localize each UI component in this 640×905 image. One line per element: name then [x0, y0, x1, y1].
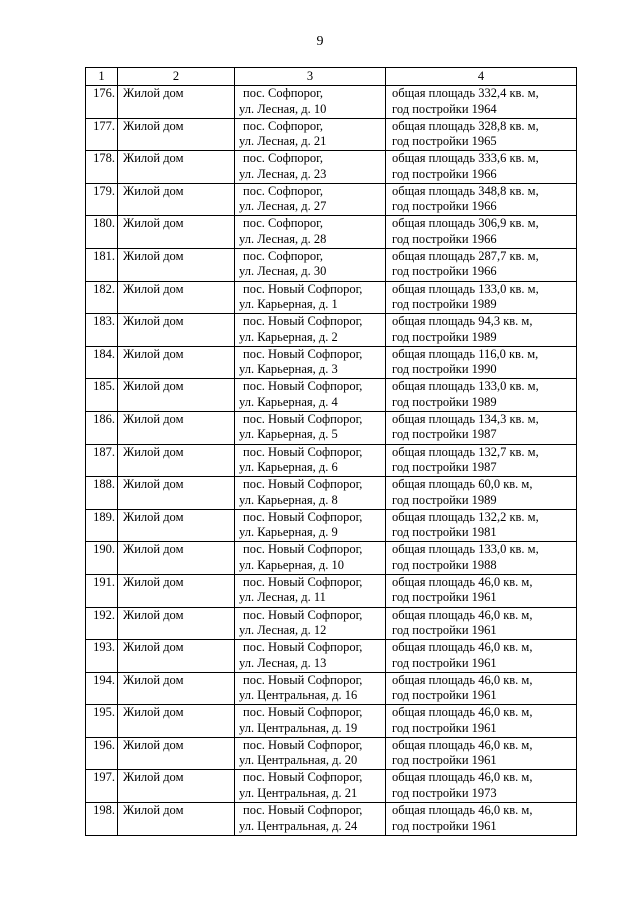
- row-number-cell: [86, 281, 118, 314]
- total-area: общая площадь 116,0 кв. м,: [392, 346, 539, 361]
- construction-year: год постройки 1966: [392, 166, 497, 181]
- row-number: 183.: [93, 314, 115, 329]
- object-type: Жилой дом: [123, 672, 184, 687]
- row-number: 198.: [93, 803, 115, 818]
- construction-year: год постройки 1973: [392, 785, 497, 800]
- address-street: ул. Лесная, д. 12: [239, 623, 327, 637]
- object-type: Жилой дом: [123, 248, 184, 263]
- object-type-cell: [118, 314, 235, 347]
- address-street: ул. Лесная, д. 10: [239, 101, 327, 116]
- address-settlement: пос. Новый Софпорог,: [243, 314, 363, 329]
- characteristics-cell: [386, 411, 577, 444]
- table-row: [86, 509, 577, 542]
- address-street: ул. Центральная, д. 21: [239, 785, 358, 800]
- characteristics-cell: [386, 118, 577, 151]
- address-settlement: пос. Софпорог,: [243, 216, 324, 231]
- object-type: Жилой дом: [123, 705, 184, 720]
- table-row: [86, 151, 577, 184]
- row-number-cell: [86, 640, 118, 673]
- table-row: [86, 574, 577, 607]
- address-cell: [235, 216, 386, 249]
- characteristics-cell: [386, 509, 577, 542]
- construction-year: год постройки 1990: [392, 362, 497, 377]
- address-street: ул. Карьерная, д. 1: [239, 297, 338, 312]
- table-row: [86, 183, 577, 216]
- row-number-cell: [86, 118, 118, 151]
- address-cell: [235, 346, 386, 379]
- object-type-cell: [118, 151, 235, 184]
- total-area: общая площадь 333,6 кв. м,: [392, 151, 539, 166]
- address-cell: [235, 509, 386, 542]
- address-settlement: пос. Новый Софпорог,: [243, 509, 363, 524]
- characteristics-cell: [386, 346, 577, 379]
- object-type: Жилой дом: [123, 346, 184, 361]
- address-cell: [235, 607, 386, 640]
- table-row: [86, 346, 577, 379]
- table-row: [86, 803, 577, 836]
- object-type: Жилой дом: [123, 607, 184, 622]
- address-cell: [235, 803, 386, 836]
- address-cell: [235, 281, 386, 314]
- total-area: общая площадь 132,2 кв. м,: [392, 509, 539, 524]
- object-type-cell: [118, 640, 235, 673]
- row-number: 182.: [93, 281, 115, 296]
- characteristics-cell: [386, 542, 577, 575]
- row-number-cell: [86, 216, 118, 249]
- address-settlement: пос. Новый Софпорог,: [243, 346, 363, 361]
- characteristics-cell: [386, 281, 577, 314]
- row-number: 181.: [93, 248, 115, 263]
- column-header: 3: [235, 68, 386, 86]
- object-type: Жилой дом: [123, 542, 184, 557]
- total-area: общая площадь 328,8 кв. м,: [392, 118, 539, 133]
- row-number-cell: [86, 770, 118, 803]
- row-number: 184.: [93, 346, 115, 361]
- object-type: Жилой дом: [123, 574, 184, 589]
- object-type-cell: [118, 248, 235, 281]
- table-row: [86, 281, 577, 314]
- address-cell: [235, 86, 386, 119]
- address-settlement: пос. Новый Софпорог,: [243, 737, 363, 752]
- object-type: Жилой дом: [123, 151, 184, 166]
- table-row: [86, 314, 577, 347]
- address-settlement: пос. Новый Софпорог,: [243, 607, 363, 622]
- address-street: ул. Центральная, д. 20: [239, 753, 358, 768]
- address-cell: [235, 477, 386, 510]
- address-settlement: пос. Новый Софпорог,: [243, 640, 363, 655]
- object-type: Жилой дом: [123, 444, 184, 459]
- object-type-cell: [118, 803, 235, 836]
- table-row: [86, 248, 577, 281]
- page-number: 9: [316, 34, 324, 49]
- address-cell: [235, 770, 386, 803]
- object-type: Жилой дом: [123, 477, 184, 492]
- address-street: ул. Карьерная, д. 3: [239, 362, 338, 377]
- total-area: общая площадь 60,0 кв. м,: [392, 477, 533, 492]
- total-area: общая площадь 306,9 кв. м,: [392, 216, 539, 231]
- row-number: 191.: [93, 574, 115, 589]
- row-number-cell: [86, 248, 118, 281]
- address-settlement: пос. Новый Софпорог,: [243, 379, 363, 394]
- object-type-cell: [118, 737, 235, 770]
- address-settlement: пос. Новый Софпорог,: [243, 672, 363, 687]
- address-settlement: пос. Софпорог,: [243, 118, 324, 133]
- construction-year: год постройки 1961: [392, 655, 497, 670]
- characteristics-cell: [386, 640, 577, 673]
- object-type: Жилой дом: [123, 86, 184, 100]
- object-type-cell: [118, 672, 235, 705]
- construction-year: год постройки 1988: [392, 557, 497, 572]
- row-number-cell: [86, 411, 118, 444]
- object-type-cell: [118, 216, 235, 249]
- address-street: ул. Лесная, д. 11: [239, 590, 326, 605]
- total-area: общая площадь 46,0 кв. м,: [392, 672, 533, 687]
- address-street: ул. Центральная, д. 16: [239, 688, 358, 703]
- address-cell: [235, 118, 386, 151]
- row-number-cell: [86, 705, 118, 738]
- table-body: [86, 86, 577, 836]
- construction-year: год постройки 1965: [392, 134, 497, 149]
- row-number: 192.: [93, 607, 115, 622]
- table-row: [86, 411, 577, 444]
- object-type: Жилой дом: [123, 379, 184, 394]
- table-header-row: [86, 68, 577, 86]
- address-street: ул. Карьерная, д. 8: [239, 492, 338, 507]
- object-type-cell: [118, 705, 235, 738]
- table-row: [86, 542, 577, 575]
- address-street: ул. Карьерная, д. 9: [239, 525, 338, 540]
- object-type-cell: [118, 509, 235, 542]
- row-number: 186.: [93, 411, 115, 426]
- row-number-cell: [86, 379, 118, 412]
- total-area: общая площадь 46,0 кв. м,: [392, 640, 533, 655]
- address-settlement: пос. Новый Софпорог,: [243, 803, 363, 818]
- total-area: общая площадь 94,3 кв. м,: [392, 314, 533, 329]
- table-row: [86, 640, 577, 673]
- characteristics-cell: [386, 607, 577, 640]
- total-area: общая площадь 287,7 кв. м,: [392, 248, 539, 263]
- object-type: Жилой дом: [123, 509, 184, 524]
- total-area: общая площадь 46,0 кв. м,: [392, 803, 533, 818]
- object-type-cell: [118, 444, 235, 477]
- object-type: Жилой дом: [123, 216, 184, 231]
- address-street: ул. Лесная, д. 21: [239, 134, 327, 149]
- characteristics-cell: [386, 216, 577, 249]
- construction-year: год постройки 1961: [392, 720, 497, 735]
- address-street: ул. Лесная, д. 27: [239, 199, 327, 214]
- object-type-cell: [118, 86, 235, 119]
- address-cell: [235, 672, 386, 705]
- row-number-cell: [86, 477, 118, 510]
- row-number-cell: [86, 672, 118, 705]
- characteristics-cell: [386, 379, 577, 412]
- total-area: общая площадь 133,0 кв. м,: [392, 379, 539, 394]
- row-number-cell: [86, 803, 118, 836]
- object-type-cell: [118, 542, 235, 575]
- total-area: общая площадь 134,3 кв. м,: [392, 411, 539, 426]
- row-number-cell: [86, 86, 118, 119]
- construction-year: год постройки 1981: [392, 525, 497, 540]
- row-number: 178.: [93, 151, 115, 166]
- construction-year: год постройки 1989: [392, 492, 497, 507]
- characteristics-cell: [386, 803, 577, 836]
- address-street: ул. Центральная, д. 19: [239, 720, 358, 735]
- row-number-cell: [86, 346, 118, 379]
- object-type-cell: [118, 411, 235, 444]
- object-type-cell: [118, 574, 235, 607]
- table-row: [86, 118, 577, 151]
- address-cell: [235, 314, 386, 347]
- object-type: Жилой дом: [123, 803, 184, 818]
- row-number-cell: [86, 607, 118, 640]
- address-cell: [235, 151, 386, 184]
- address-settlement: пос. Новый Софпорог,: [243, 542, 363, 557]
- address-street: ул. Лесная, д. 13: [239, 655, 327, 670]
- address-street: ул. Лесная, д. 28: [239, 231, 327, 246]
- address-cell: [235, 411, 386, 444]
- characteristics-cell: [386, 477, 577, 510]
- address-street: ул. Карьерная, д. 6: [239, 460, 338, 475]
- address-settlement: пос. Новый Софпорог,: [243, 281, 363, 296]
- row-number: 194.: [93, 672, 115, 687]
- row-number: 176.: [93, 86, 115, 100]
- table-row: [86, 705, 577, 738]
- object-type: Жилой дом: [123, 411, 184, 426]
- row-number: 179.: [93, 183, 115, 198]
- address-settlement: пос. Новый Софпорог,: [243, 574, 363, 589]
- total-area: общая площадь 46,0 кв. м,: [392, 737, 533, 752]
- address-settlement: пос. Софпорог,: [243, 151, 324, 166]
- object-type-cell: [118, 183, 235, 216]
- column-header: 2: [118, 68, 235, 86]
- construction-year: год постройки 1966: [392, 264, 497, 279]
- table-row: [86, 770, 577, 803]
- row-number-cell: [86, 542, 118, 575]
- address-settlement: пос. Новый Софпорог,: [243, 411, 363, 426]
- row-number: 177.: [93, 118, 115, 133]
- row-number-cell: [86, 183, 118, 216]
- construction-year: год постройки 1961: [392, 688, 497, 703]
- row-number: 180.: [93, 216, 115, 231]
- table-row: [86, 86, 577, 119]
- address-settlement: пос. Новый Софпорог,: [243, 477, 363, 492]
- row-number: 185.: [93, 379, 115, 394]
- table-row: [86, 672, 577, 705]
- row-number: 187.: [93, 444, 115, 459]
- characteristics-cell: [386, 444, 577, 477]
- object-type: Жилой дом: [123, 183, 184, 198]
- characteristics-cell: [386, 248, 577, 281]
- address-settlement: пос. Софпорог,: [243, 86, 324, 100]
- construction-year: год постройки 1961: [392, 818, 497, 833]
- property-table: [85, 67, 577, 836]
- object-type-cell: [118, 346, 235, 379]
- characteristics-cell: [386, 574, 577, 607]
- address-cell: [235, 379, 386, 412]
- address-settlement: пос. Софпорог,: [243, 183, 324, 198]
- address-settlement: пос. Новый Софпорог,: [243, 444, 363, 459]
- column-header: 4: [386, 68, 577, 86]
- characteristics-cell: [386, 183, 577, 216]
- object-type: Жилой дом: [123, 640, 184, 655]
- construction-year: год постройки 1989: [392, 394, 497, 409]
- characteristics-cell: [386, 770, 577, 803]
- total-area: общая площадь 46,0 кв. м,: [392, 574, 533, 589]
- table-row: [86, 216, 577, 249]
- table-row: [86, 379, 577, 412]
- address-cell: [235, 737, 386, 770]
- total-area: общая площадь 133,0 кв. м,: [392, 542, 539, 557]
- table-row: [86, 737, 577, 770]
- characteristics-cell: [386, 86, 577, 119]
- row-number-cell: [86, 444, 118, 477]
- object-type-cell: [118, 607, 235, 640]
- table-row: [86, 607, 577, 640]
- object-type: Жилой дом: [123, 281, 184, 296]
- construction-year: год постройки 1989: [392, 297, 497, 312]
- object-type: Жилой дом: [123, 737, 184, 752]
- address-street: ул. Карьерная, д. 10: [239, 557, 345, 572]
- address-settlement: пос. Новый Софпорог,: [243, 770, 363, 785]
- address-cell: [235, 705, 386, 738]
- address-street: ул. Центральная, д. 24: [239, 818, 358, 833]
- object-type-cell: [118, 281, 235, 314]
- characteristics-cell: [386, 672, 577, 705]
- total-area: общая площадь 348,8 кв. м,: [392, 183, 539, 198]
- row-number: 189.: [93, 509, 115, 524]
- row-number: 193.: [93, 640, 115, 655]
- address-street: ул. Лесная, д. 30: [239, 264, 327, 279]
- construction-year: год постройки 1961: [392, 590, 497, 605]
- address-cell: [235, 248, 386, 281]
- total-area: общая площадь 132,7 кв. м,: [392, 444, 539, 459]
- table-row: [86, 477, 577, 510]
- row-number: 188.: [93, 477, 115, 492]
- address-street: ул. Карьерная, д. 5: [239, 427, 338, 442]
- address-cell: [235, 444, 386, 477]
- characteristics-cell: [386, 314, 577, 347]
- total-area: общая площадь 133,0 кв. м,: [392, 281, 539, 296]
- table-row: [86, 444, 577, 477]
- row-number-cell: [86, 151, 118, 184]
- address-street: ул. Карьерная, д. 4: [239, 394, 338, 409]
- address-settlement: пос. Софпорог,: [243, 248, 324, 263]
- construction-year: год постройки 1964: [392, 101, 497, 116]
- object-type-cell: [118, 770, 235, 803]
- object-type: Жилой дом: [123, 118, 184, 133]
- column-header: 1: [86, 68, 118, 86]
- characteristics-cell: [386, 151, 577, 184]
- total-area: общая площадь 46,0 кв. м,: [392, 607, 533, 622]
- construction-year: год постройки 1961: [392, 623, 497, 637]
- total-area: общая площадь 332,4 кв. м,: [392, 86, 539, 100]
- row-number-cell: [86, 509, 118, 542]
- total-area: общая площадь 46,0 кв. м,: [392, 770, 533, 785]
- object-type: Жилой дом: [123, 314, 184, 329]
- row-number: 196.: [93, 737, 115, 752]
- address-cell: [235, 574, 386, 607]
- address-settlement: пос. Новый Софпорог,: [243, 705, 363, 720]
- address-cell: [235, 640, 386, 673]
- construction-year: год постройки 1966: [392, 199, 497, 214]
- row-number: 197.: [93, 770, 115, 785]
- row-number-cell: [86, 314, 118, 347]
- object-type: Жилой дом: [123, 770, 184, 785]
- characteristics-cell: [386, 705, 577, 738]
- total-area: общая площадь 46,0 кв. м,: [392, 705, 533, 720]
- row-number: 190.: [93, 542, 115, 557]
- row-number-cell: [86, 737, 118, 770]
- object-type-cell: [118, 118, 235, 151]
- characteristics-cell: [386, 737, 577, 770]
- construction-year: год постройки 1961: [392, 753, 497, 768]
- address-cell: [235, 183, 386, 216]
- construction-year: год постройки 1987: [392, 460, 497, 475]
- construction-year: год постройки 1987: [392, 427, 497, 442]
- row-number-cell: [86, 574, 118, 607]
- object-type-cell: [118, 477, 235, 510]
- construction-year: год постройки 1989: [392, 329, 497, 344]
- address-street: ул. Лесная, д. 23: [239, 166, 327, 181]
- object-type-cell: [118, 379, 235, 412]
- construction-year: год постройки 1966: [392, 231, 497, 246]
- address-street: ул. Карьерная, д. 2: [239, 329, 338, 344]
- row-number: 195.: [93, 705, 115, 720]
- address-cell: [235, 542, 386, 575]
